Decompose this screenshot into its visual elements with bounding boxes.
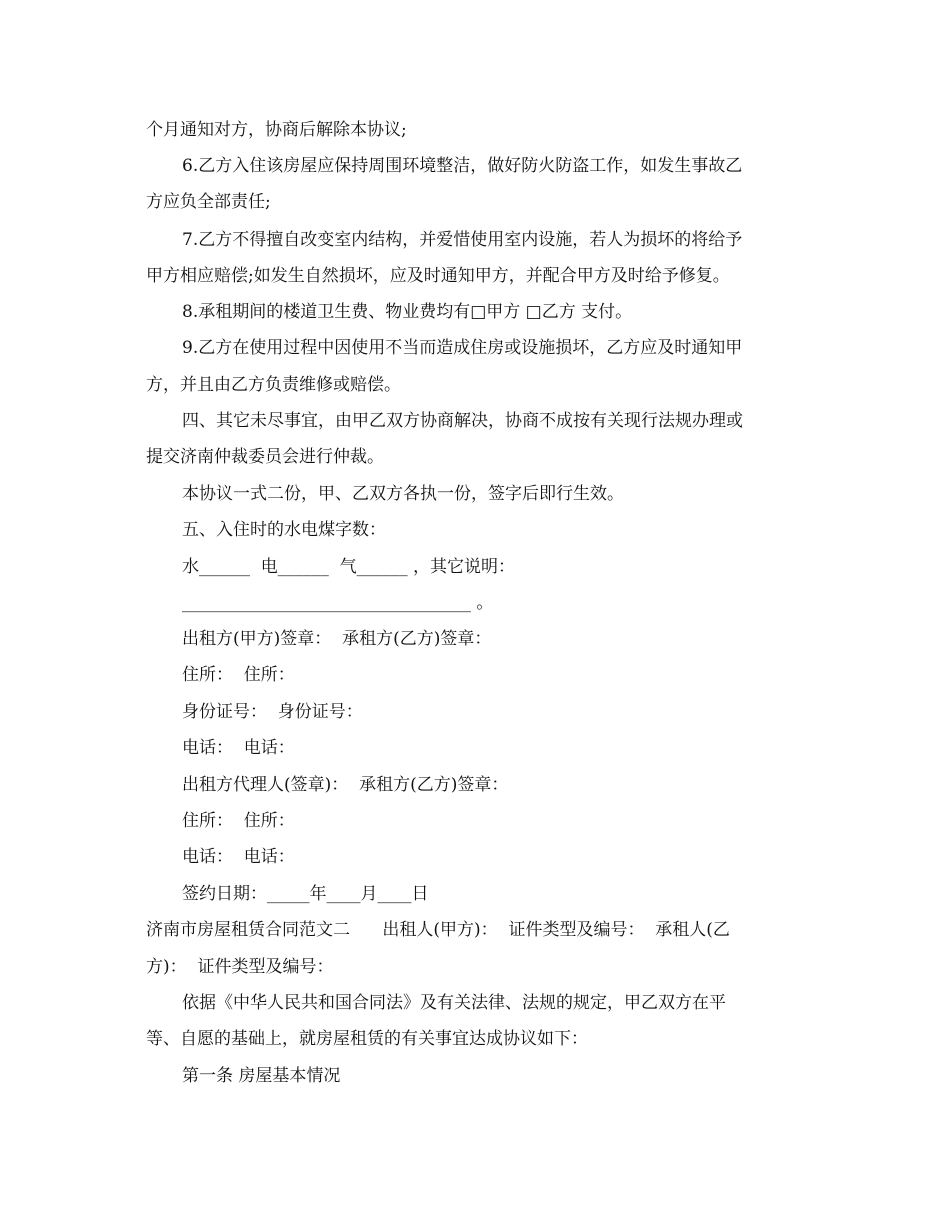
id-number-line: 身份证号： 身份证号： <box>182 702 363 722</box>
text-line: 甲方相应赔偿;如发生自然损坏，应及时通知甲方，并配合甲方及时给予修复。 <box>146 266 730 286</box>
notes-blank-line: __________________________________ 。 <box>182 593 494 613</box>
meter-readings-line: 水______ 电______ 气______ ，其它说明： <box>182 557 516 577</box>
phone-line: 电话： 电话： <box>182 847 295 867</box>
text-line: 四、其它未尽事宜，由甲乙双方协商解决，协商不成按有关现行法规办理或 <box>182 411 743 431</box>
signature-line: 出租方(甲方)签章： 承租方(乙方)签章： <box>182 629 492 649</box>
text-line: 依据《中华人民共和国合同法》及有关法律、法规的规定，甲乙双方在平 <box>182 993 726 1013</box>
text-line: 五、入住时的水电煤字数： <box>182 520 386 540</box>
section-heading-line: 济南市房屋租赁合同范文二 出租人(甲方)： 证件类型及编号： 承租人(乙 <box>146 920 730 940</box>
text-line: 8.承租期间的楼道卫生费、物业费均有□甲方 □乙方 支付。 <box>182 302 633 322</box>
text-line: 个月通知对方，协商后解除本协议; <box>146 120 407 140</box>
address-line: 住所： 住所： <box>182 811 295 831</box>
text-line: 9.乙方在使用过程中因使用不当而造成住房或设施损坏，乙方应及时通知甲 <box>182 338 743 358</box>
text-line: 7.乙方不得擅自改变室内结构，并爱惜使用室内设施，若人为损坏的将给予 <box>182 230 743 250</box>
address-line: 住所： 住所： <box>182 665 295 685</box>
text-line: 等、自愿的基础上，就房屋租赁的有关事宜达成协议如下： <box>146 1029 588 1049</box>
text-line: 6.乙方入住该房屋应保持周围环境整洁，做好防火防盗工作，如发生事故乙 <box>182 156 743 176</box>
text-line: 方应负全部责任; <box>146 192 271 212</box>
article-heading: 第一条 房屋基本情况 <box>182 1066 341 1086</box>
signing-date-line: 签约日期：_____年____月____日 <box>182 884 429 904</box>
agent-signature-line: 出租方代理人(签章)： 承租方(乙方)签章： <box>182 775 509 795</box>
text-line: 方)： 证件类型及编号： <box>146 957 334 977</box>
text-line: 本协议一式二份，甲、乙双方各执一份，签字后即行生效。 <box>182 484 624 504</box>
text-line: 方，并且由乙方负责维修或赔偿。 <box>146 375 401 395</box>
phone-line: 电话： 电话： <box>182 738 295 758</box>
text-line: 提交济南仲裁委员会进行仲裁。 <box>146 447 384 467</box>
